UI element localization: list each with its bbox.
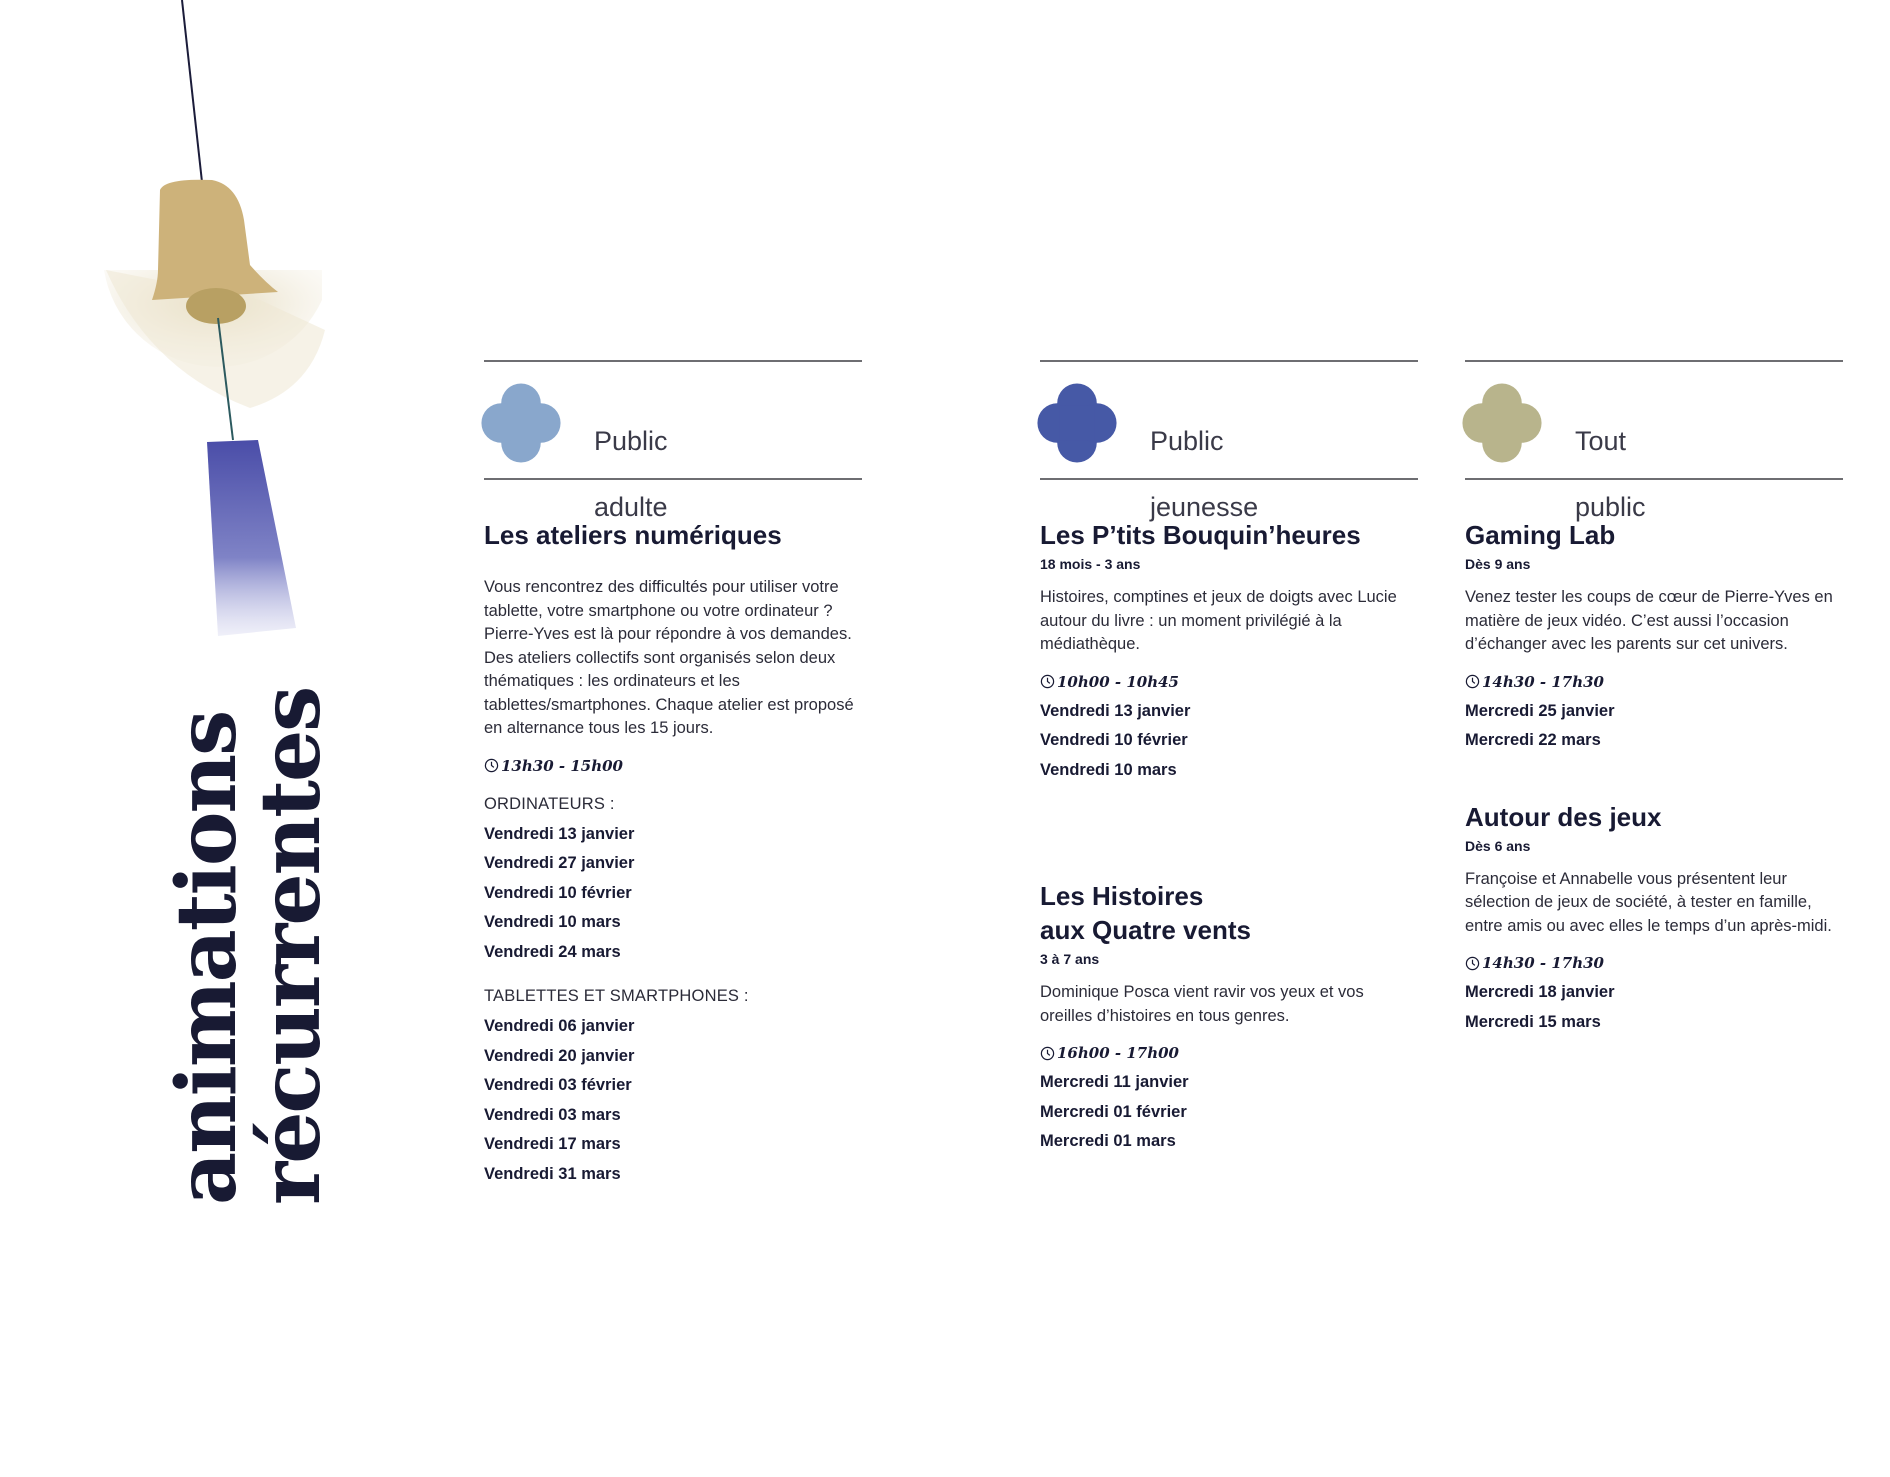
date-item: Mercredi 22 mars (1465, 731, 1601, 749)
event-title: Les ateliers numériques (484, 520, 782, 550)
clock-icon (1040, 1046, 1055, 1061)
age-range: 18 mois - 3 ans (1040, 556, 1141, 572)
column-tout-public (1465, 360, 1843, 1089)
event-description: Histoires, comptines et jeux de doigts avec Lucie autour du livre : un moment privilégié à la médiathèque. (1040, 588, 1397, 653)
quatrefoil-icon (1034, 380, 1120, 466)
clock-icon (1465, 674, 1480, 689)
date-list (484, 1012, 862, 1189)
date-list (1040, 1068, 1418, 1157)
date-item: Vendredi 10 mars (484, 913, 621, 931)
date-item: Mercredi 01 février (1040, 1102, 1187, 1121)
age-range: Dès 9 ans (1465, 556, 1531, 572)
date-list (484, 820, 862, 968)
quatrefoil-icon (1459, 380, 1545, 466)
section-header (1040, 360, 1418, 522)
clock-icon (1465, 956, 1480, 971)
date-item: Vendredi 10 février (484, 883, 632, 902)
date-item: Mercredi 01 mars (1040, 1132, 1176, 1150)
date-item: Vendredi 13 janvier (1040, 701, 1191, 720)
event-histoires-quatre-vents (1040, 879, 1418, 1157)
title-line-2: récurrentes (243, 687, 339, 1205)
group-label: TABLETTES ET SMARTPHONES : (484, 987, 749, 1005)
event-title: Gaming Lab (1465, 520, 1616, 550)
date-list (1040, 697, 1418, 786)
event-autour-des-jeux (1465, 800, 1843, 1038)
event-time: 13h30 - 15h00 (484, 757, 862, 775)
event-description: Venez tester les coups de cœur de Pierre-Yves en matière de jeux vidéo. C’est aussi l’occasion d’échanger avec les parents sur cet univers. (1465, 588, 1833, 653)
page-title (159, 687, 339, 1205)
section-header (1465, 360, 1843, 522)
clock-icon (1040, 674, 1055, 689)
date-item: Vendredi 24 mars (484, 942, 621, 961)
event-description: Françoise et Annabelle vous présentent leur sélection de jeux de société, à tester en famille, entre amis ou avec elles le temps d’un après-midi. (1465, 869, 1832, 935)
event-ateliers-numeriques (484, 518, 862, 1189)
event-description: Vous rencontrez des difficultés pour utiliser votre tablette, votre smartphone ou votre ordinateur ? Pierre-Yves est là pour répondre à vos demandes. Des ateliers collectifs sont organisés selon deux thématiques : les ordinateurs et les tablettes/smartphones. Chaque atelier est proposé en alternance tous les 15 jours. (484, 578, 854, 737)
date-item: Mercredi 11 janvier (1040, 1073, 1189, 1091)
audience-label: Public adulte (594, 426, 668, 522)
date-item: Vendredi 13 janvier (484, 824, 635, 843)
column-public-jeunesse (1040, 360, 1418, 1209)
event-time: 10h00 - 10h45 (1040, 673, 1418, 691)
date-item: Mercredi 15 mars (1465, 1012, 1601, 1031)
column-public-adulte (484, 360, 862, 1241)
date-item: Mercredi 25 janvier (1465, 701, 1615, 720)
event-time: 16h00 - 17h00 (1040, 1044, 1418, 1062)
section-header (484, 360, 862, 522)
date-item: Vendredi 17 mars (484, 1135, 621, 1153)
date-item: Mercredi 18 janvier (1465, 983, 1615, 1001)
event-title: Les P’tits Bouquin’heures (1040, 520, 1361, 550)
event-ptits-bouquinheures (1040, 518, 1418, 785)
event-title: Les Histoires aux Quatre vents (1040, 881, 1251, 945)
date-item: Vendredi 03 mars (484, 1105, 621, 1124)
date-item: Vendredi 03 février (484, 1076, 632, 1094)
wind-chime-illustration (0, 0, 360, 660)
title-line-1: animations (159, 711, 255, 1205)
event-time: 14h30 - 17h30 (1465, 954, 1843, 972)
date-item: Vendredi 10 février (1040, 731, 1188, 749)
date-item: Vendredi 27 janvier (484, 854, 635, 872)
date-item: Vendredi 20 janvier (484, 1046, 635, 1065)
date-item: Vendredi 10 mars (1040, 760, 1177, 779)
age-range: 3 à 7 ans (1040, 951, 1100, 967)
event-time: 14h30 - 17h30 (1465, 673, 1843, 691)
date-list (1465, 978, 1843, 1037)
age-range: Dès 6 ans (1465, 837, 1531, 854)
audience-label: Tout public (1575, 426, 1646, 522)
audience-label: Public jeunesse (1150, 426, 1259, 522)
event-title: Autour des jeux (1465, 801, 1662, 832)
clock-icon (484, 758, 499, 773)
group-label: ORDINATEURS : (484, 794, 615, 813)
event-description: Dominique Posca vient ravir vos yeux et vos oreilles d’histoires en tous genres. (1040, 983, 1364, 1025)
date-item: Vendredi 31 mars (484, 1164, 621, 1183)
quatrefoil-icon (478, 380, 564, 466)
date-item: Vendredi 06 janvier (484, 1017, 635, 1035)
date-list (1465, 697, 1843, 756)
